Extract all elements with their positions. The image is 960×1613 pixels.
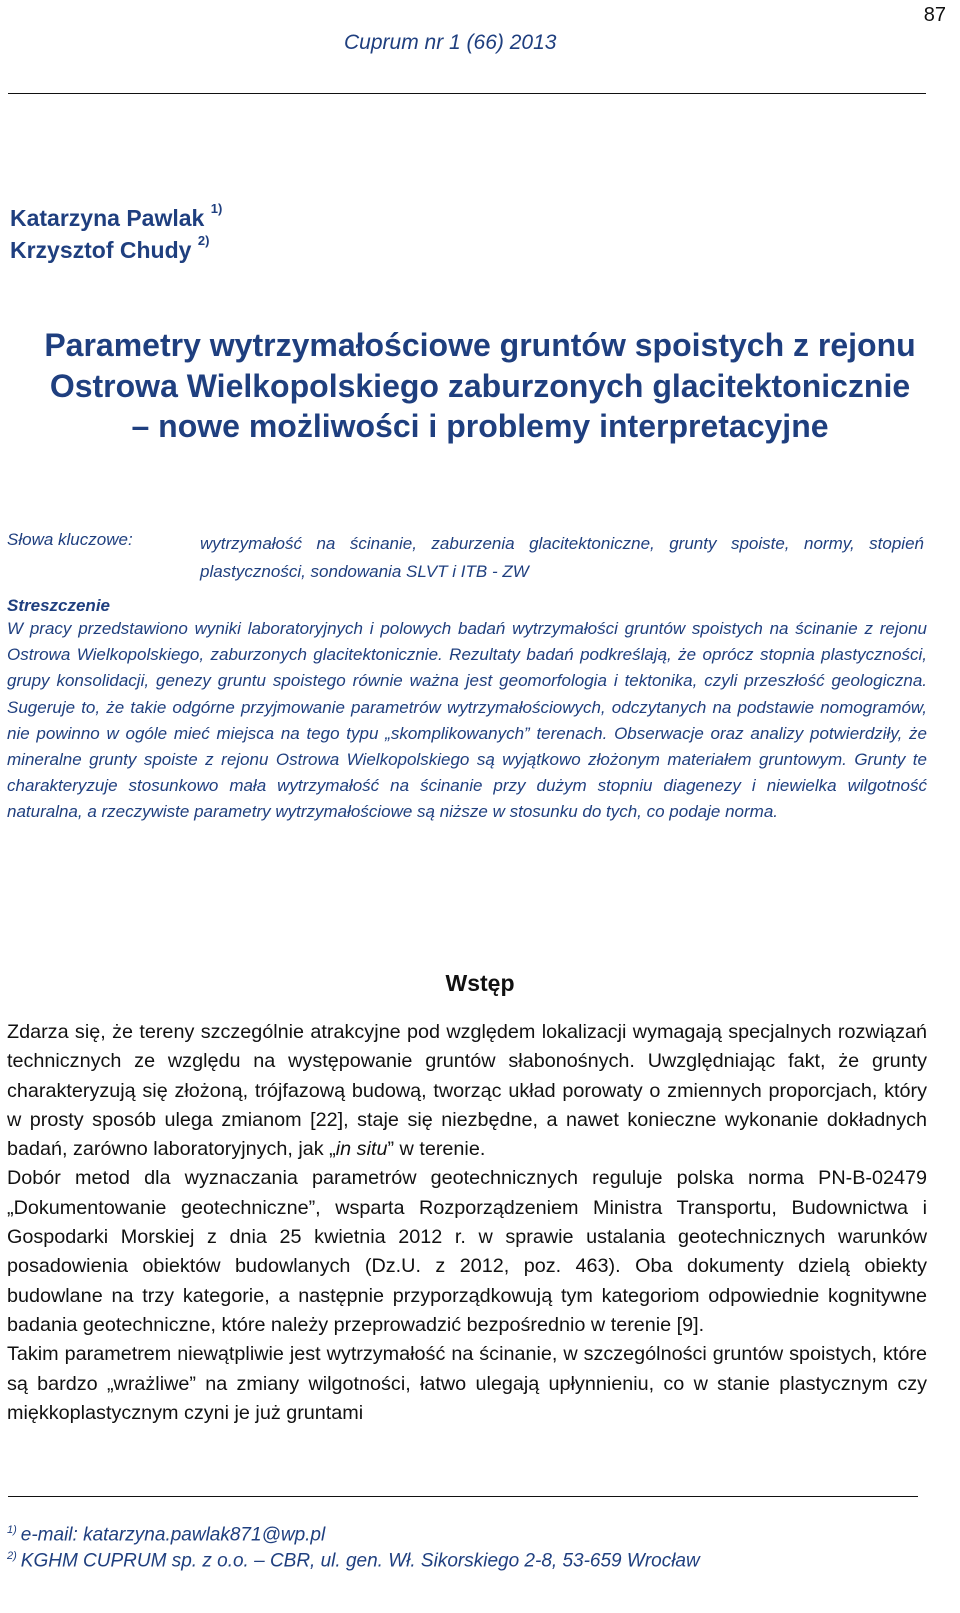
footnote-2-mark: 2) xyxy=(7,1550,17,1562)
author-2-mark: 2) xyxy=(197,233,210,249)
paragraph-2 xyxy=(7,1164,927,1340)
paragraph-1-text: Zdarza się, że tereny szczególnie atrakcyjne pod względem lokalizacji wymagają specjalnych rozwiązań technicznych ze względu na występowanie gruntów słabonośnych. Uwzględniając fakt, że grunty charakteryzują się złożoną, trójfazową budową, tworząc układ porowaty o zmiennych proporcjach, który w prosty sposób ulega zmianom [22], staje się niezbędne, a nawet konieczne wykonanie dokładnych badań, zarówno laboratoryjnych, jak „ xyxy=(7,1021,927,1161)
footnote-rule xyxy=(8,1496,918,1497)
footnote-1-mark: 1) xyxy=(7,1524,17,1536)
paragraph-3 xyxy=(7,1340,927,1428)
abstract-text: W pracy przedstawiono wyniki laboratoryjnych i polowych badań wytrzymałości gruntów spoistych na ścinanie z rejonu Ostrowa Wielkopolskiego, zaburzonych glacitektonicznie. Rezultaty badań podkreślają, że oprócz stopnia plastyczności, grupy konsolidacji, genezy gruntu spoistego równie ważna jest geomorfologia i tektonika, czyli przeszłość geologiczna. Sugeruje to, że takie odgórne przyjmowanie parametrów wytrzymałościowych, odczytanych na podstawie nomogramów, nie powinno w ogóle mieć miejsca na tego typu „skomplikowanych” terenach. Obserwacje oraz analizy potwierdziły, że mineralne grunty spoiste z rejonu Ostrowa Wielkopolskiego są wyjątkowo złożonym materiałem gruntowym. Grunty te charakteryzuje stosunkowo mała wytrzymałość na ścinanie przy dużym stopniu diagenezy i niewielka wilgotność naturalna, a rzeczywiste parametry wytrzymałościowe są niższe w stosunku do tych, co podaje norma. xyxy=(7,619,927,822)
footnote-2-text: KGHM CUPRUM sp. z o.o. – CBR, ul. gen. Wł. Sikorskiego 2-8, 53-659 Wrocław xyxy=(20,1550,700,1572)
section-heading: Wstęp xyxy=(445,970,515,996)
paper-title: Parametry wytrzymałościowe gruntów spoistych z rejonu Ostrowa Wielkopolskiego zaburzonych glacitektonicznie – nowe możliwości i problemy interpretacyjne xyxy=(44,327,916,444)
journal-title: Cuprum nr 1 (66) 2013 xyxy=(344,31,557,54)
paragraph-2-text: Dobór metod dla wyznaczania parametrów geotechnicznych reguluje polska norma PN-B-02479 „Dokumentowanie geotechniczne”, wsparta Rozporządzeniem Ministra Transportu, Budownictwa i Gospodarki Morskiej z dnia 25 kwietnia 2012 r. w sprawie ustalania geotechnicznych warunków posadowienia obiektów budowlanych (Dz.U. z 2012, poz. 463). Oba dokumenty dzielą obiekty budowlane na trzy kategorie, a następnie przyporządkowują tym kategoriom odpowiednie kognitywne badania geotechniczne, które należy przeprowadzić bezpośrednio w terenie [9]. xyxy=(7,1167,927,1336)
keywords-text: wytrzymałość na ścinanie, zaburzenia glacitektoniczne, grunty spoiste, normy, stopień plastyczności, sondowania SLVT i ITB - ZW xyxy=(200,534,924,581)
author-2-name: Krzysztof Chudy xyxy=(10,237,192,263)
paragraph-1 xyxy=(7,1018,927,1164)
paragraph-1-italic: in situ xyxy=(335,1138,388,1161)
author-1 xyxy=(10,201,223,232)
author-2 xyxy=(10,233,210,264)
footnote-2 xyxy=(7,1550,700,1572)
header-rule xyxy=(8,93,926,94)
paragraph-1-tail: ” w terenie. xyxy=(387,1138,486,1161)
footnote-1-text: e-mail: katarzyna.pawlak871@wp.pl xyxy=(20,1524,326,1546)
abstract-heading: Streszczenie xyxy=(7,596,110,615)
author-1-name: Katarzyna Pawlak xyxy=(10,205,205,231)
keywords-label: Słowa kluczowe: xyxy=(7,530,133,549)
page-number: 87 xyxy=(923,4,946,26)
author-1-mark: 1) xyxy=(210,201,223,217)
footnote-1 xyxy=(7,1524,325,1546)
body-text xyxy=(7,1018,927,1428)
paragraph-3-text: Takim parametrem niewątpliwie jest wytrzymałość na ścinanie, w szczególności gruntów spoistych, które są bardzo „wrażliwe” na zmiany wilgotności, łatwo ulegają upłynnieniu, co w stanie plastycznym czy miękkoplastycznym czyni je już gruntami xyxy=(7,1343,927,1424)
